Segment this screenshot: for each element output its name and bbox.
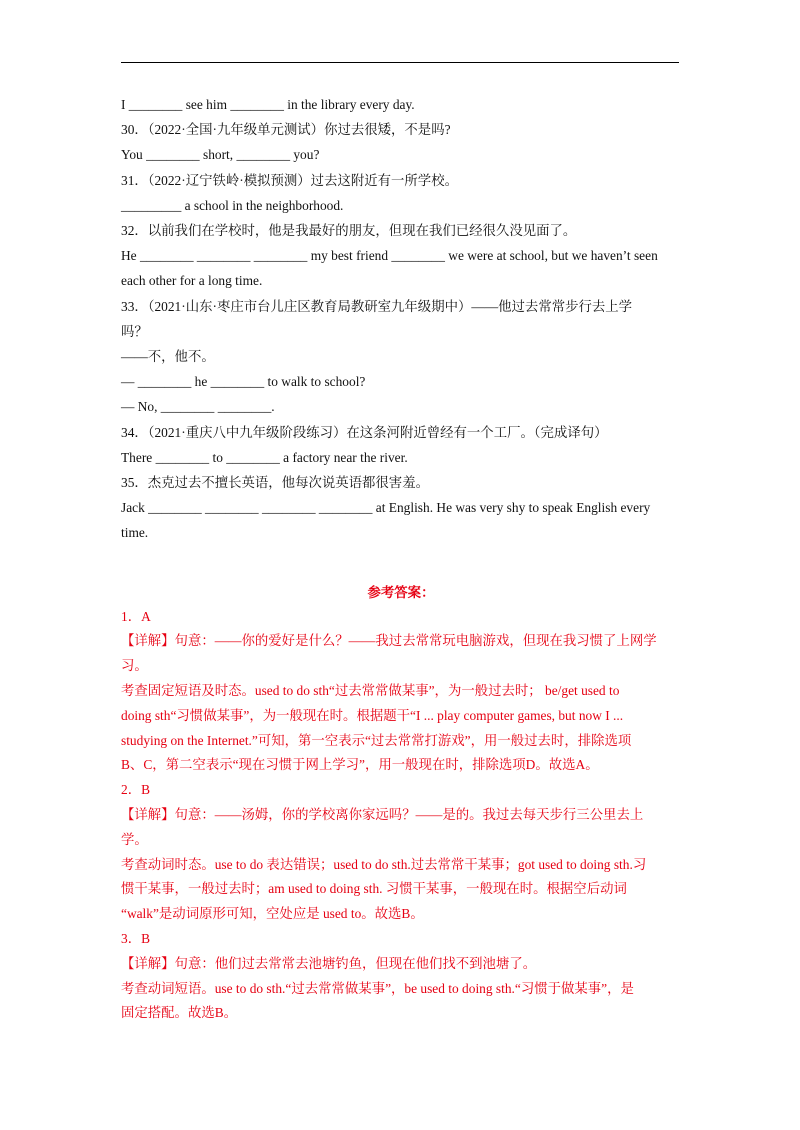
answer-line: 1．A	[121, 608, 151, 624]
answer-line: 【详解】句意：——汤姆，你的学校离你家远吗？——是的。我过去每天步行三公里去上	[121, 807, 644, 823]
question-line: Jack ________ ________ ________ ________ at English. He was very shy to speak English every	[121, 500, 651, 516]
answer-line: 3．B	[121, 931, 151, 947]
answer-line: 2．B	[121, 782, 151, 798]
answer-line: 习。	[121, 658, 148, 674]
question-line: 31．（2022·辽宁铁岭·模拟预测）过去这附近有一所学校。	[121, 172, 458, 188]
question-line: — No, ________ ________.	[121, 399, 275, 415]
question-line: _________ a school in the neighborhood.	[121, 197, 344, 213]
answers-section	[121, 605, 681, 1027]
answer-line: 【详解】句意：——你的爱好是什么？——我过去常常玩电脑游戏，但现在我习惯了上网学	[121, 633, 657, 649]
question-line: 32．以前我们在学校时，他是我最好的朋友，但现在我们已经很久没见面了。	[121, 223, 577, 239]
question-line: 35．杰克过去不擅长英语，他每次说英语都很害羞。	[121, 475, 429, 491]
question-line: 吗？	[121, 323, 148, 339]
question-line: 33．（2021·山东·枣庄市台儿庄区教育局教研室九年级期中）——他过去常常步行去上学	[121, 298, 633, 314]
answer-line: 学。	[121, 831, 148, 847]
question-line: There ________ to ________ a factory near the river.	[121, 449, 408, 465]
question-line: each other for a long time.	[121, 273, 263, 289]
answer-line: doing sth“习惯做某事”，为一般现在时。根据题干“I ... play computer games, but now I ...	[121, 707, 624, 723]
answer-line: “walk”是动词原形可知，空处应是 used to。故选B。	[121, 906, 424, 922]
answer-line: 考查动词短语。use to do sth.“过去常常做某事”，be used to doing sth.“习惯于做某事”，是	[121, 980, 634, 996]
question-line: He ________ ________ ________ my best friend ________ we were at school, but we haven’t seen	[121, 248, 658, 264]
answer-line: 【详解】句意：他们过去常常去池塘钓鱼，但现在他们找不到池塘了。	[121, 955, 537, 971]
question-line: I ________ see him ________ in the library every day.	[121, 97, 415, 112]
answer-line: 惯干某事，一般过去时；am used to doing sth. 习惯干某事，一般现在时。根据空后动词	[121, 881, 627, 897]
answer-line: 考查固定短语及时态。used to do sth“过去常常做某事”，为一般过去时； be/get used to	[121, 683, 620, 699]
question-line: — ________ he ________ to walk to school?	[121, 374, 366, 390]
answer-line: studying on the Internet.”可知，第一空表示“过去常常打游戏”，用一般过去时，排除选项	[121, 732, 632, 748]
question-line: 30．（2022·全国·九年级单元测试）你过去很矮，不是吗?	[121, 122, 451, 138]
header-rule	[121, 62, 679, 63]
answers-title: 参考答案：	[367, 584, 435, 600]
answer-line: B、C，第二空表示“现在习惯于网上学习”，用一般现在时，排除选项D。故选A。	[121, 757, 599, 773]
answer-line: 固定搭配。故选B。	[121, 1005, 238, 1021]
questions-section	[121, 92, 681, 546]
question-line: ——不，他不。	[121, 349, 215, 365]
question-line: 34．（2021·重庆八中九年级阶段练习）在这条河附近曾经有一个工厂。（完成译句）	[121, 424, 608, 440]
page-content	[121, 92, 681, 1026]
answer-line: 考查动词时态。use to do 表达错误；used to do sth.过去常常干某事；got used to doing sth.习	[121, 856, 647, 872]
question-line: time.	[121, 525, 149, 541]
question-line: You ________ short, ________ you?	[121, 147, 320, 163]
